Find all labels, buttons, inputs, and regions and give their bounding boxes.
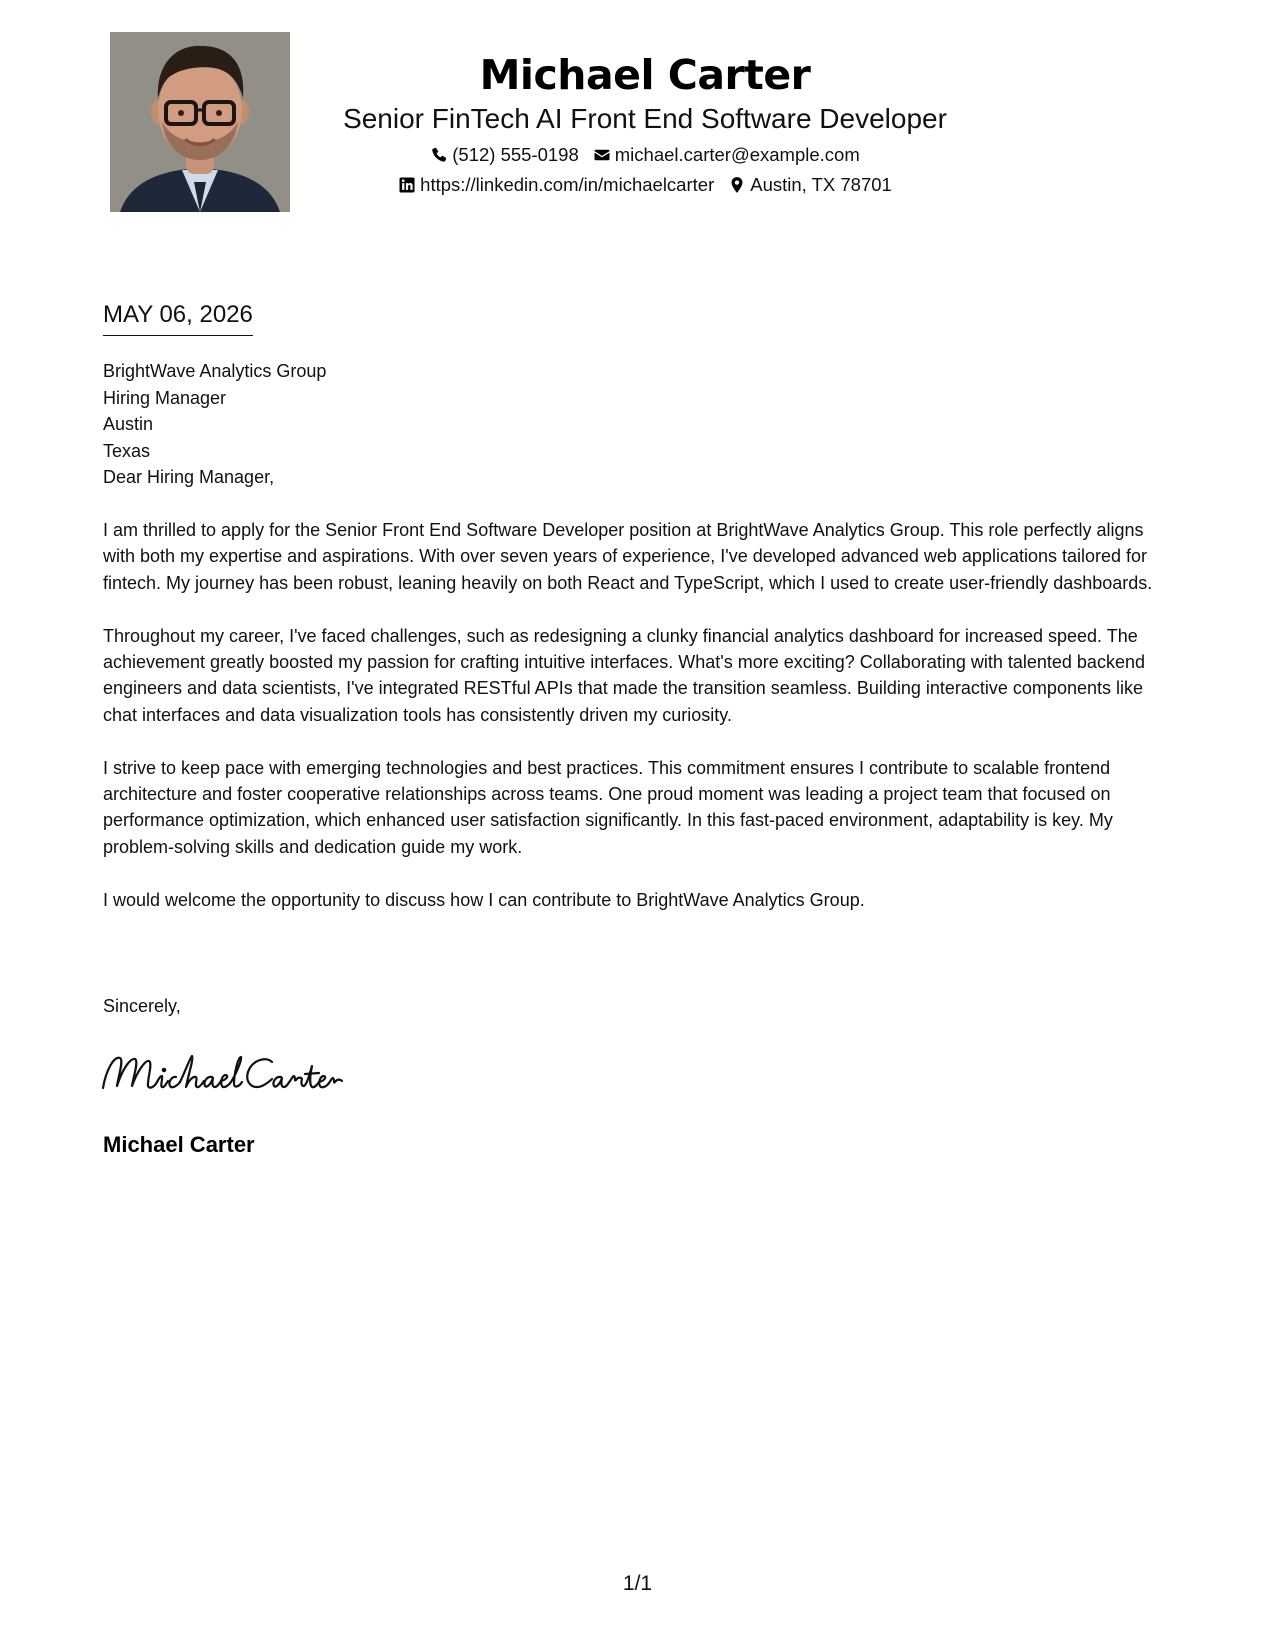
recipient-state: Texas: [103, 440, 151, 461]
location-text: Austin, TX 78701: [750, 174, 892, 195]
email-contact: [593, 140, 860, 170]
recipient-contact: Hiring Manager: [103, 387, 227, 408]
linkedin-url[interactable]: https://linkedin.com/in/michaelcarter: [420, 174, 715, 195]
recipient-company: BrightWave Analytics Group: [103, 361, 327, 381]
salutation: Dear Hiring Manager,: [103, 467, 275, 487]
phone-contact: [430, 140, 579, 170]
linkedin-icon: [398, 176, 416, 194]
applicant-title: Senior FinTech AI Front End Software Developer: [343, 103, 947, 134]
letter-paragraph: I strive to keep pace with emerging technologies and best practices. This commitment ensures I contribute to scalable frontend architecture and foster cooperative relationships across teams. One proud moment was leading a project team that focused on performance optimization, which enhanced user satisfaction significantly. In this fast-paced environment, adaptability is key. My problem-solving skills and dedication guide my work.: [103, 757, 1113, 857]
letter-paragraph: I am thrilled to apply for the Senior Front End Software Developer position at BrightWave Analytics Group. This role perfectly aligns with both my expertise and aspirations. With over seven years of experience, I've developed advanced web applications tailored for fintech. My journey has been robust, leaning heavily on both React and TypeScript, which I used to create user-friendly dashboards.: [103, 520, 1153, 593]
signer-name: Michael Carter: [103, 1132, 255, 1157]
letter-date: MAY 06, 2026: [103, 299, 253, 336]
contact-line-2: [300, 170, 990, 200]
page-number: 1/1: [622, 1572, 653, 1595]
handwritten-signature: [100, 1048, 345, 1100]
letter-paragraph: I would welcome the opportunity to discuss how I can contribute to BrightWave Analytics Group.: [103, 889, 865, 910]
profile-photo: [110, 32, 290, 212]
recipient-block: [103, 358, 326, 491]
email-address[interactable]: michael.carter@example.com: [614, 144, 860, 165]
linkedin-contact: [398, 170, 714, 200]
map-pin-icon: [728, 176, 746, 194]
letter-paragraph: Throughout my career, I've faced challenges, such as redesigning a clunky financial analytics dashboard for increased speed. The achievement greatly boosted my passion for crafting intuitive interfaces. What's more exciting? Collaborating with talented backend engineers and data scientists, I've integrated RESTful APIs that made the transition seamless. Building interactive components like chat interfaces and data visualization tools has consistently driven my curiosity.: [103, 625, 1145, 725]
applicant-name: Michael Carter: [479, 51, 811, 99]
closing: Sincerely,: [103, 996, 181, 1016]
letter-body: [103, 517, 1178, 939]
recipient-city: Austin: [103, 414, 154, 434]
phone-number[interactable]: (512) 555-0198: [452, 144, 579, 165]
resume-header: [300, 46, 990, 200]
phone-icon: [430, 146, 448, 164]
location-contact: [728, 170, 892, 200]
envelope-icon: [593, 146, 611, 164]
contact-line-1: [300, 140, 990, 170]
